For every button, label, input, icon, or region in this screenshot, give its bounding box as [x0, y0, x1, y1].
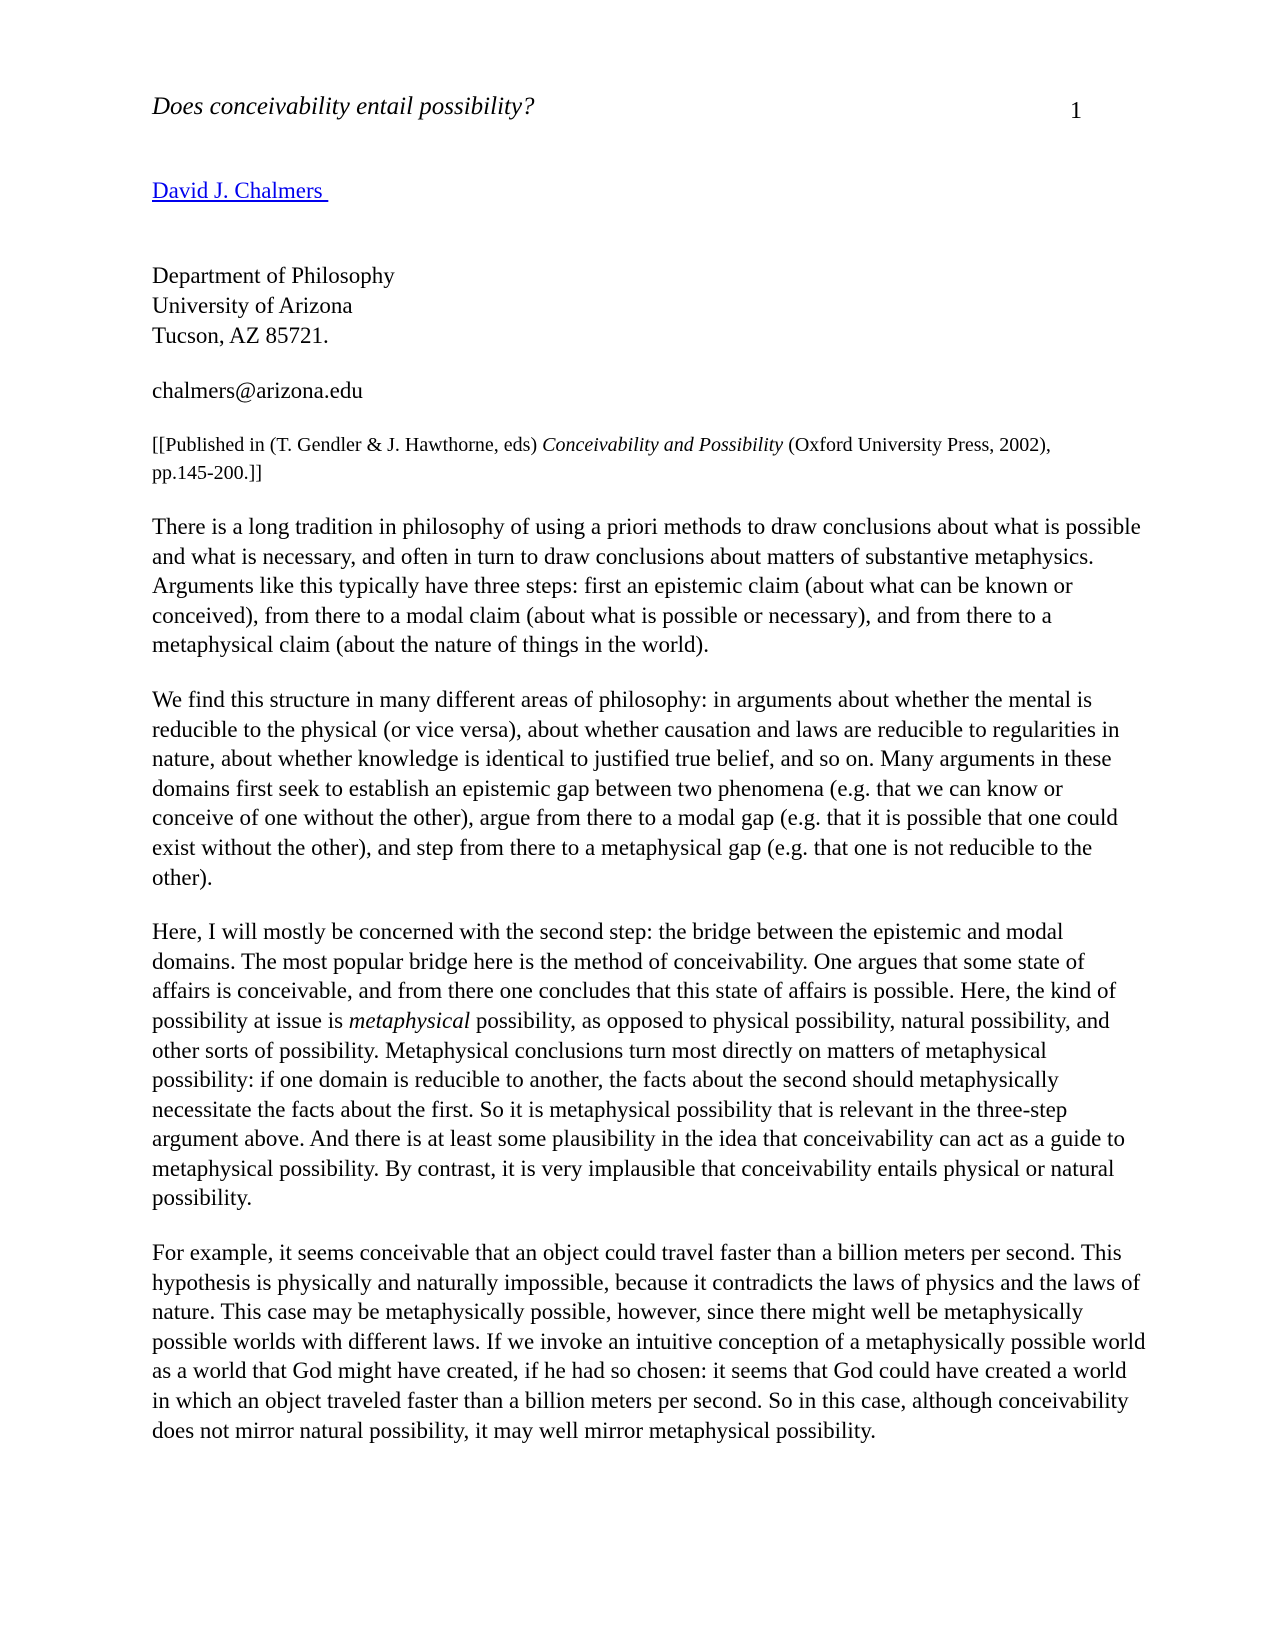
author-line [152, 176, 1147, 206]
publication-book-title: Conceivability and Possibility [542, 434, 784, 456]
page-number: 1 [1070, 98, 1082, 124]
affiliation-university: University of Arizona [152, 293, 353, 318]
paragraph-3-emphasis: metaphysical [348, 1007, 471, 1033]
paragraph-2: We find this structure in many different areas of philosophy: in arguments about whether the mental is reducible to the physical (or vice versa), about whether causation and laws are reducible to regularities in nature, about whether knowledge is identical to justified true belief, and so on. Many arguments in these domains first seek to establish an epistemic gap between two phenomena (e.g. that we can know or conceive of one without the other), argue from there to a modal gap (e.g. that it is possible that one could exist without the other), and step from there to a metaphysical gap (e.g. that one is not reducible to the other). [152, 686, 1120, 890]
paragraph-3-text-after: possibility, as opposed to physical possibility, natural possibility, and other sorts of possibility. Metaphysical conclusions turn most directly on matters of metaphysical possibility: if one domain is reducible to another, the facts about the second should metaphysically necessitate the facts about the first. So it is metaphysical possibility that is relevant in the three-step argument above. And there is at least some plausibility in the idea that conceivability can act as a guide to metaphysical possibility. By contrast, it is very implausible that conceivability entails physical or natural possibility. [152, 1007, 1125, 1211]
publication-note-suffix: (Oxford University Press, 2002), [783, 434, 1051, 456]
article-body [152, 512, 1147, 1445]
publication-note [152, 431, 1147, 487]
publication-note-prefix: [[Published in (T. Gendler & J. Hawthorne, eds) [152, 434, 543, 456]
running-header-title: Does conceivability entail possibility? [152, 93, 535, 120]
author-email: chalmers@arizona.edu [152, 378, 363, 403]
affiliation-department: Department of Philosophy [152, 263, 395, 288]
page-content [152, 0, 1147, 1470]
paragraph-3-text-before: Here, I will mostly be concerned with the second step: the bridge between the epistemic and modal domains. The most popular bridge here is the method of conceivability. One argues that some state of affairs is conceivable, and from there one concludes that this state of affairs is possible. Here, the kind of possibility at issue is [152, 919, 1117, 1033]
paragraph-1: There is a long tradition in philosophy of using a priori methods to draw conclusions about what is possible and what is necessary, and often in turn to draw conclusions about matters of substantive metaphysics. Arguments like this typically have three steps: first an epistemic claim (about what can be known or conceived), from there to a modal claim (about what is possible or necessary), and from there to a metaphysical claim (about the nature of things in the world). [152, 514, 1141, 658]
paragraph-4: For example, it seems conceivable that an object could travel faster than a billion meters per second. This hypothesis is physically and naturally impossible, because it contradicts the laws of physics and the laws of nature. This case may be metaphysically possible, however, since there might well be metaphysically possible worlds with different laws. If we invoke an intuitive conception of a metaphysically possible world as a world that God might have created, if he had so chosen: it seems that God could have created a world in which an object traveled faster than a billion meters per second. So in this case, although conceivability does not mirror natural possibility, it may well mirror metaphysical possibility. [152, 1240, 1146, 1443]
publication-pages: pp.145-200.]] [152, 462, 262, 484]
affiliation-city: Tucson, AZ 85721. [152, 323, 329, 348]
affiliation-block [152, 261, 1147, 351]
paragraph-3 [152, 917, 1147, 1213]
author-name-link[interactable]: David J. Chalmers [152, 178, 329, 203]
